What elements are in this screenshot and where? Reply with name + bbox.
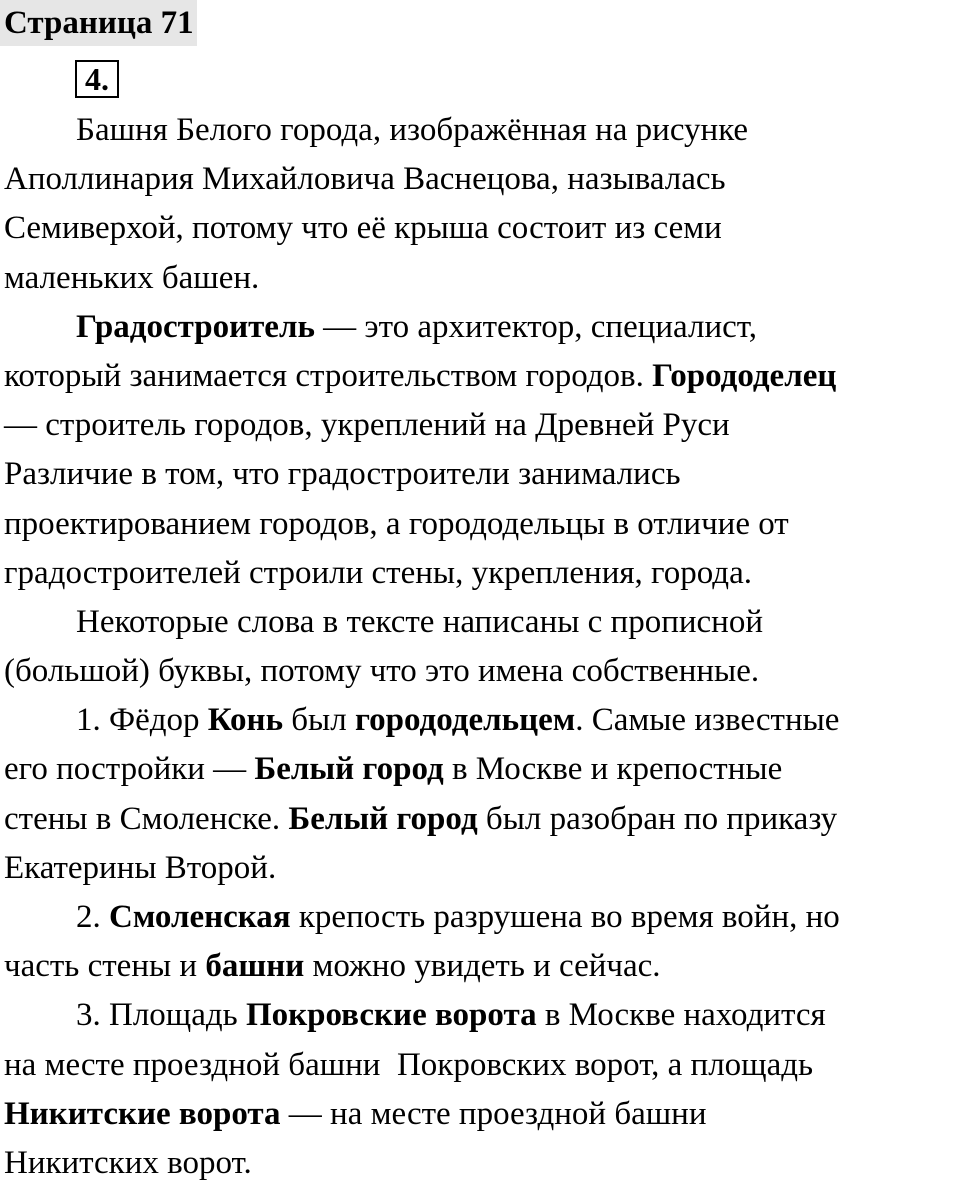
paragraph-3-line-1: Некоторые слова в тексте написаны с прописной: [76, 603, 764, 640]
paragraph-2-line-5: проектированием городов, а горододельцы в отличие от: [4, 505, 789, 542]
item-2-bold-smolenskaya: Смоленская: [109, 899, 291, 935]
item-1-text-e: . Самые известные: [575, 702, 840, 739]
item-1-bold-gorododelts: горододельцем: [354, 702, 576, 739]
item-3-text-a: 3. Площадь: [76, 997, 246, 1034]
paragraph-2-line-1: [4, 303, 960, 352]
item-2-line-1: [4, 893, 960, 942]
item-1-line-4: Екатерины Второй.: [4, 849, 277, 886]
item-3-bold-pokrovskie-vorota: Покровские ворота: [245, 997, 537, 1034]
item-3-text-c: в Москве находится: [536, 997, 826, 1034]
item-1-line-1: [4, 696, 960, 745]
item-2-text-c: крепость разрушена во время войн, но: [290, 899, 840, 935]
item-3-line-3-text-c: — на месте проездной башни: [280, 1095, 707, 1132]
page-title: Страница 71: [0, 0, 197, 46]
item-3-line-1: [4, 991, 960, 1040]
term-gorododelets: Горододелец: [652, 357, 837, 394]
paragraph-1-line-1: Башня Белого города, изображённая на рисунке: [76, 112, 749, 148]
item-2-text-a: 2.: [76, 899, 109, 935]
item-3-line-2: на месте проездной башни Покровских ворот, а площадь: [4, 1046, 814, 1083]
item-1-line-3-text-a: стены в Смоленске.: [4, 800, 289, 837]
item-2-line-2-text-c: можно увидеть и сейчас.: [304, 948, 661, 985]
paragraph-2-line-6: градостроителей строили стены, укрепления, города.: [4, 554, 752, 591]
item-1-line-2: [4, 745, 960, 794]
task-number-box: 4.: [75, 60, 119, 98]
item-3-bold-nikitskie-vorota: Никитские ворота: [4, 1095, 281, 1132]
paragraph-2-line-2-text: который занимается строительством городов.: [4, 357, 653, 394]
item-2-line-2-text-a: часть стены и: [4, 948, 206, 985]
paragraph-2-line-1-text: — это архитектор, специалист,: [314, 308, 757, 345]
term-gradostroitel: Градостроитель: [76, 308, 315, 345]
item-1-line-2-text-c: в Москве и крепостные: [443, 751, 783, 788]
paragraph-1-line-2: Аполлинария Михайловича Васнецова, называлась: [4, 161, 726, 198]
item-1-text-a: 1. Фёдор: [76, 702, 208, 739]
item-1-bold-kon: Конь: [207, 702, 284, 739]
item-1-bold-belyi-gorod-2: Белый город: [288, 800, 478, 837]
paragraph-2-line-4: Различие в том, что градостроители занимались: [4, 456, 681, 493]
item-1-text-c: был: [283, 702, 355, 739]
paragraph-1-line-4: маленьких башен.: [4, 259, 260, 296]
paragraph-1-line-3: Семиверхой, потому что её крыша состоит из семи: [4, 210, 722, 247]
item-2-bold-bashni: башни: [205, 948, 305, 985]
paragraph-3-line-2: (большой) буквы, потому что это имена собственные.: [4, 653, 760, 690]
item-3-line-3: [4, 1090, 960, 1139]
item-3-line-4: Никитских ворот.: [4, 1144, 252, 1181]
item-1-line-3: [4, 795, 960, 844]
answer-text: [4, 106, 960, 1188]
item-1-line-2-text-a: его постройки —: [4, 751, 255, 788]
item-1-bold-belyi-gorod: Белый город: [254, 751, 444, 788]
paragraph-2-line-3: — строитель городов, укреплений на Древней Руси: [4, 407, 730, 444]
item-2-line-2: [4, 942, 960, 991]
item-1-line-3-text-c: был разобран по приказу: [477, 800, 838, 837]
paragraph-2-line-2: [4, 352, 960, 401]
